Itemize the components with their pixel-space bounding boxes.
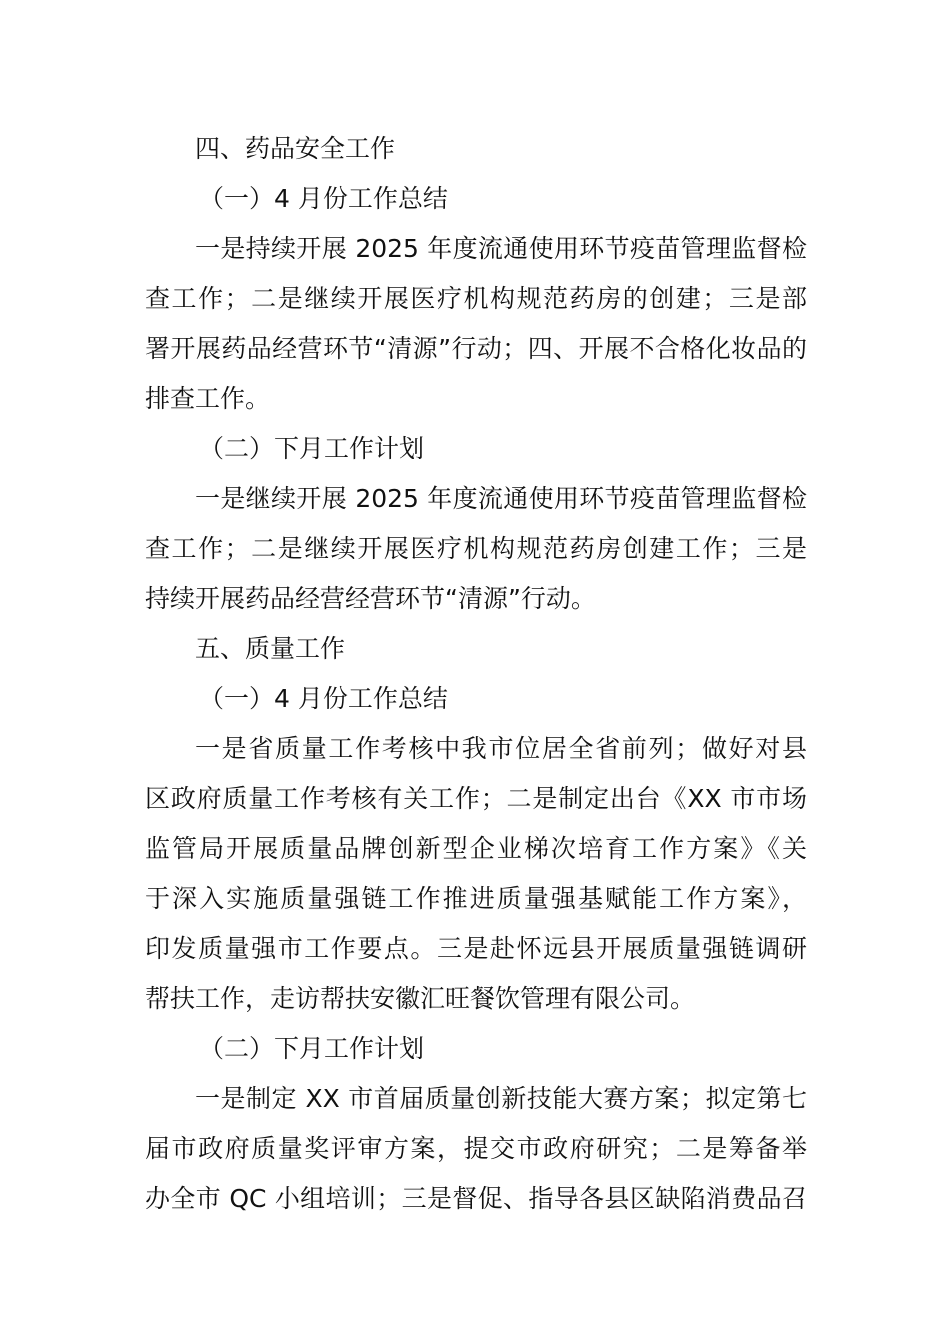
section-5-summary-line: 于深入实施质量强链工作推进质量强基赋能工作方案》， bbox=[145, 884, 807, 913]
section-5-plan-line: 届市政府质量奖评审方案，提交市政府研究；二是筹备举 bbox=[145, 1134, 807, 1163]
section-4-title: 四、药品安全工作 bbox=[195, 134, 396, 163]
section-5-plan-line: 一是制定 XX 市首届质量创新技能大赛方案；拟定第七 bbox=[195, 1084, 807, 1113]
section-4-summary-heading: （一）4 月份工作总结 bbox=[199, 184, 448, 213]
section-4-summary-line: 查工作；二是继续开展医疗机构规范药房的创建；三是部 bbox=[145, 284, 807, 313]
section-5-summary-line: 帮扶工作，走访帮扶安徽汇旺餐饮管理有限公司。 bbox=[145, 984, 696, 1013]
section-5-summary-line: 区政府质量工作考核有关工作；二是制定出台《XX 市市场 bbox=[145, 784, 807, 813]
section-5-summary-line: 监管局开展质量品牌创新型企业梯次培育工作方案》《关 bbox=[145, 834, 807, 863]
section-4-summary-line: 署开展药品经营环节“清源”行动；四、开展不合格化妆品的 bbox=[145, 334, 807, 363]
section-4-plan-line: 查工作；二是继续开展医疗机构规范药房创建工作；三是 bbox=[145, 534, 807, 563]
section-5-plan-heading: （二）下月工作计划 bbox=[199, 1034, 425, 1063]
section-5-plan-line: 办全市 QC 小组培训；三是督促、指导各县区缺陷消费品召 bbox=[145, 1184, 807, 1213]
section-4-plan-heading: （二）下月工作计划 bbox=[199, 434, 425, 463]
section-4-plan-line: 持续开展药品经营经营环节“清源”行动。 bbox=[145, 584, 596, 613]
section-4-plan-line: 一是继续开展 2025 年度流通使用环节疫苗管理监督检 bbox=[195, 484, 807, 513]
document-page bbox=[145, 124, 807, 1224]
section-4-summary-line: 排查工作。 bbox=[145, 384, 271, 413]
section-5-summary-line: 一是省质量工作考核中我市位居全省前列；做好对县 bbox=[195, 734, 807, 763]
section-5-title: 五、质量工作 bbox=[195, 634, 346, 663]
section-4-summary-line: 一是持续开展 2025 年度流通使用环节疫苗管理监督检 bbox=[195, 234, 807, 263]
section-5-summary-line: 印发质量强市工作要点。三是赴怀远县开展质量强链调研 bbox=[145, 934, 807, 963]
section-5-summary-heading: （一）4 月份工作总结 bbox=[199, 684, 448, 713]
